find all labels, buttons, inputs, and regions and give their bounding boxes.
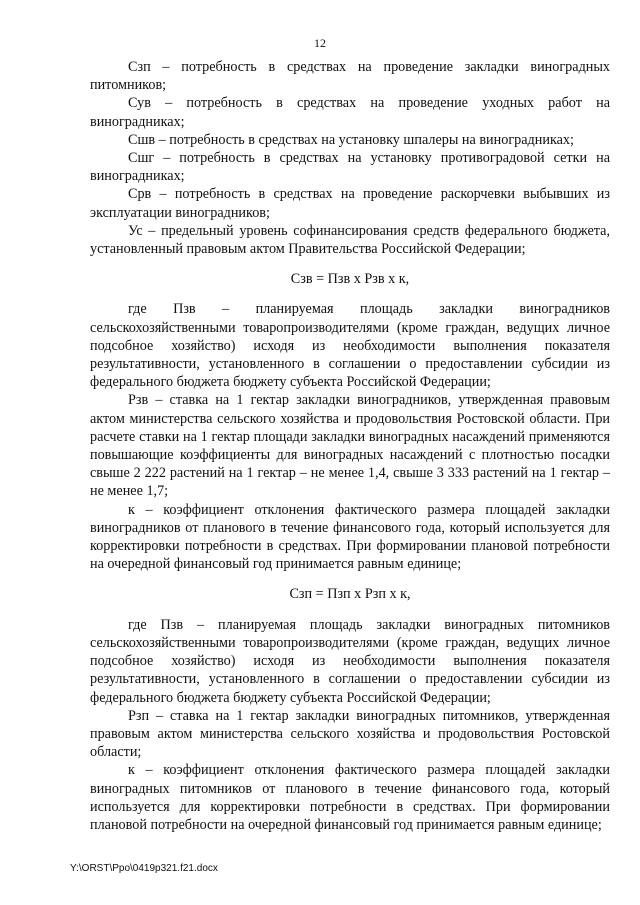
paragraph: где Пзв – планируемая площадь закладки виноградников сельскохозяйственными товаропроизводителями (кроме граждан, ведущих личное подсобное хозяйство) исходя из необходимости выполнения показателя результативности, установленного в соглашении о предоставлении субсидии из федерального бюджета бюджету субъекта Российской Федерации; (90, 301, 610, 391)
paragraph: где Пзв – планируемая площадь закладки виноградных питомников сельскохозяйственными товаропроизводителями (кроме граждан, ведущих личное подсобное хозяйство) исходя из необходимости выполнения показателя результативности, установленного в соглашении о предоставлении субсидии из федерального бюджета бюджету субъекта Российской Федерации; (90, 616, 610, 706)
paragraph: Ус – предельный уровень софинансирования средств федерального бюджета, установленный правовым актом Правительства Российской Федерации; (90, 222, 610, 258)
file-path-footer: Y:\ORST\Ppo\0419p321.f21.docx (70, 863, 218, 874)
paragraph: Рзп – ставка на 1 гектар закладки виноградных питомников, утвержденная правовым актом министерства сельского хозяйства и продовольствия Ростовской области; (90, 707, 610, 761)
paragraph: Рзв – ставка на 1 гектар закладки виноградников, утвержденная правовым актом министерства сельского хозяйства и продовольствия Ростовской области. При расчете ставки на 1 гектар площади закладки виноградных насаждений применяются повышающие коэффициенты для виноградных насаждений с плотностью посадки свыше 2 222 растений на 1 гектар – не менее 1,4, свыше 3 333 растений на 1 гектар – не менее 1,7; (90, 392, 610, 500)
paragraph: Сшг – потребность в средствах на установку противоградовой сетки на виноградниках; (90, 150, 610, 185)
paragraph: к – коэффициент отклонения фактического размера площадей закладки виноградников от планового в течение финансового года, который используется для корректировки потребности в средствах. При формировании плановой потребности на очередной финансовый год принимается равным единице; (90, 501, 610, 573)
paragraph: Сув – потребность в средствах на проведение уходных работ на виноградниках; (90, 95, 610, 130)
paragraph: Сшв – потребность в средствах на установку шпалеры на виноградниках; (128, 131, 574, 148)
page-number: 12 (314, 36, 326, 50)
paragraph: Сзп – потребность в средствах на проведение закладки виноградных питомников; (90, 59, 610, 94)
paragraph: Срв – потребность в средствах на проведение раскорчевки выбывших из эксплуатации виноградников; (90, 186, 610, 221)
paragraph: к – коэффициент отклонения фактического размера площадей закладки виноградных питомников от планового в течение финансового года, который используется для корректировки потребности в средствах. При формировании плановой потребности на очередной финансовый год принимается равным единице; (90, 762, 610, 833)
document-body (90, 58, 610, 834)
formula-szv: Сзв = Пзв х Рзв х к, (290, 271, 410, 288)
formula-szp: Сзп = Пзп х Рзп х к, (289, 586, 411, 603)
